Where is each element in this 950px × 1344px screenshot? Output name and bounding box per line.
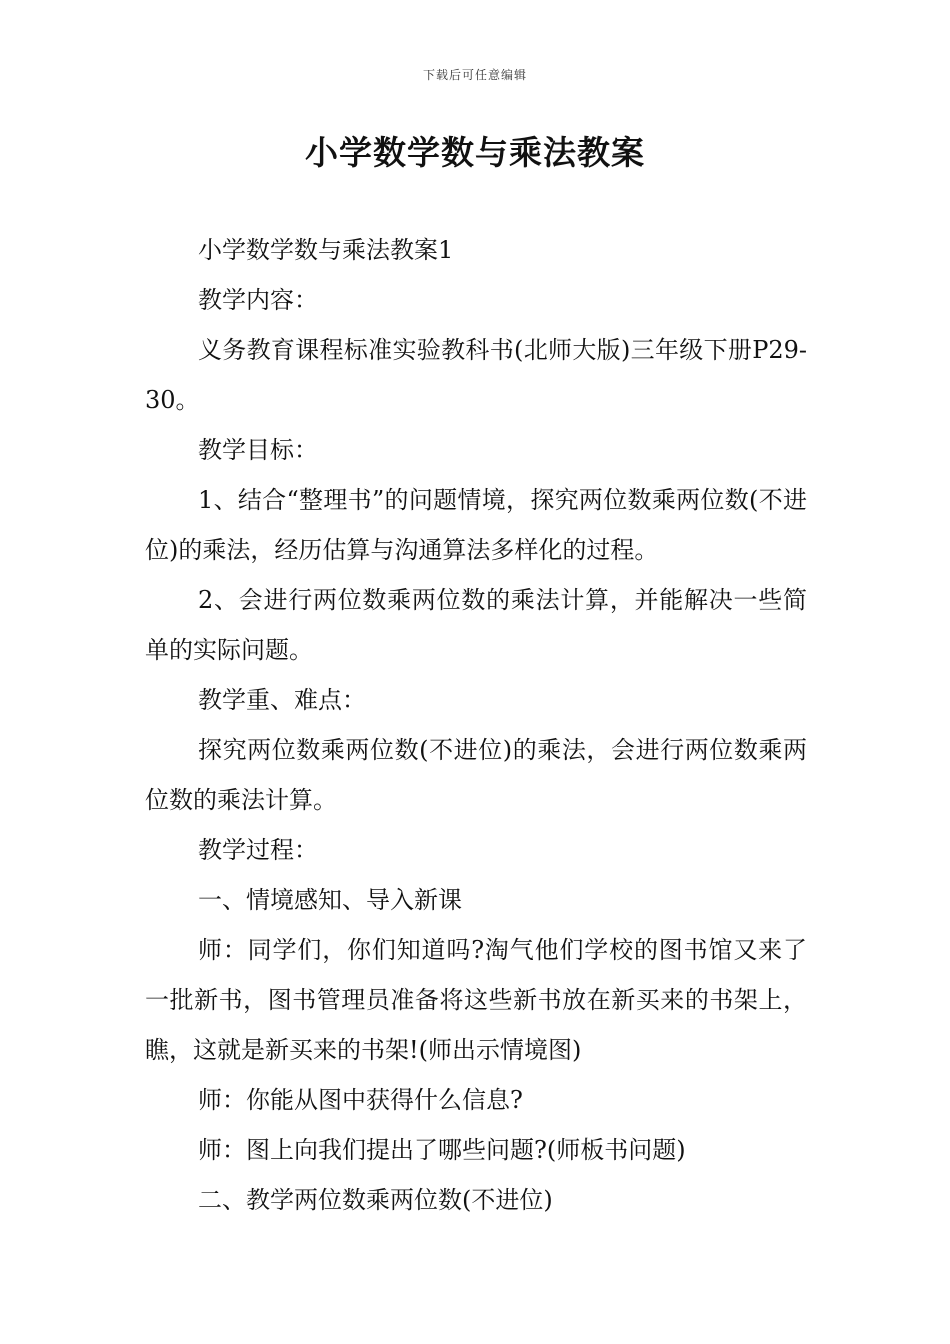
paragraph-goals-heading: 教学目标： — [198, 436, 318, 464]
page-header-note: 下载后可任意编辑 — [422, 68, 527, 82]
paragraph-key-points: 探究两位数乘两位数(不进位)的乘法，会进行两位数乘两位数的乘法计算。 — [145, 736, 807, 814]
document-title: 小学数学数与乘法教案 — [305, 133, 645, 172]
paragraph-process-heading: 教学过程： — [198, 836, 318, 864]
document-body — [145, 225, 807, 1225]
paragraph-teacher-2: 师：你能从图中获得什么信息? — [198, 1086, 523, 1114]
paragraph-section-2: 二、教学两位数乘两位数(不进位) — [198, 1186, 553, 1214]
paragraph-section-1: 一、情境感知、导入新课 — [198, 886, 462, 914]
paragraph-goal-2: 2、会进行两位数乘两位数的乘法计算，并能解决一些简单的实际问题。 — [145, 586, 807, 664]
paragraph-content-heading: 教学内容： — [198, 286, 318, 314]
paragraph-teacher-1: 师：同学们，你们知道吗?淘气他们学校的图书馆又来了一批新书，图书管理员准备将这些新书放在新买来的书架上，瞧，这就是新买来的书架!(师出示情境图) — [145, 936, 807, 1064]
paragraph-goal-1: 1、结合“整理书”的问题情境，探究两位数乘两位数(不进位)的乘法，经历估算与沟通算法多样化的过程。 — [145, 486, 807, 564]
paragraph-content: 义务教育课程标准实验教科书(北师大版)三年级下册P29-30。 — [145, 336, 807, 414]
paragraph-teacher-3: 师：图上向我们提出了哪些问题?(师板书问题) — [198, 1136, 686, 1164]
paragraph-key-points-heading: 教学重、难点： — [198, 686, 366, 714]
paragraph-lesson-heading: 小学数学数与乘法教案1 — [198, 236, 454, 264]
